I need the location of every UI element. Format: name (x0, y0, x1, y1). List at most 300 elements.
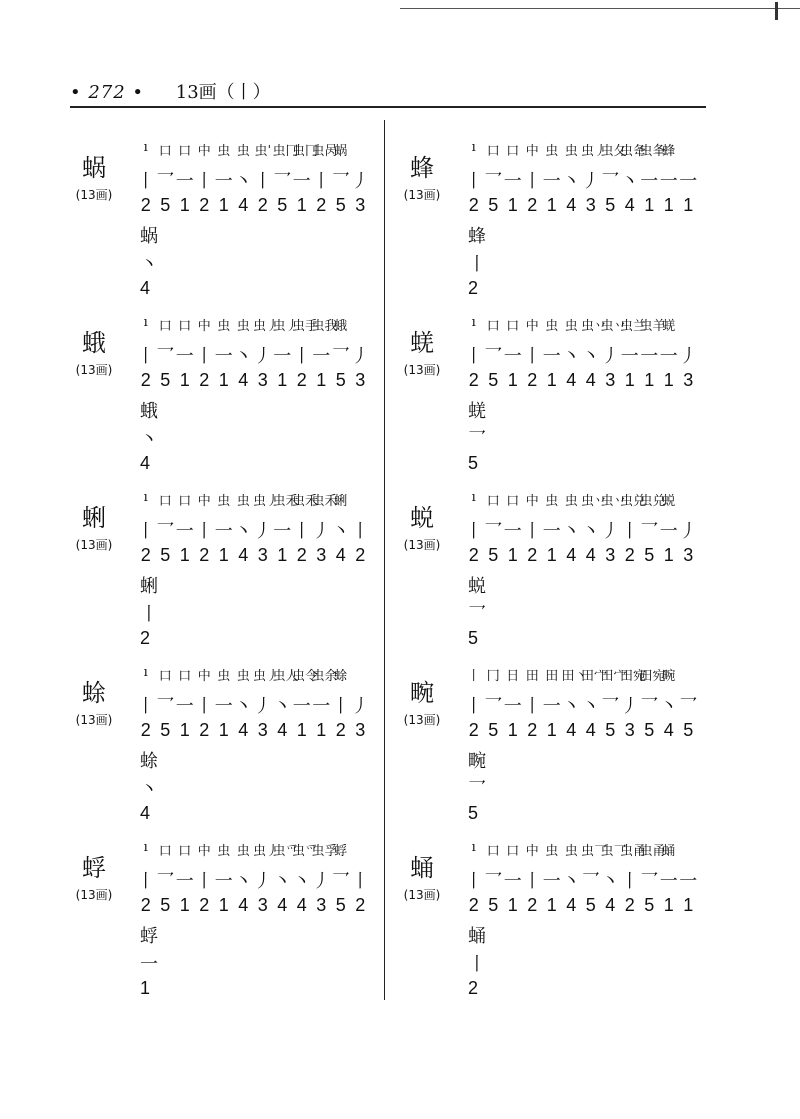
progression-step: 虫 (236, 669, 250, 684)
stroke-codes-row (464, 895, 698, 921)
progression-step: 虫夅 (620, 144, 647, 159)
stroke-shape: 丶 (273, 871, 292, 892)
stroke-code: 4 (566, 545, 577, 565)
continuation-code: 2 (468, 278, 479, 298)
stroke-shape: 丿 (351, 171, 370, 192)
stroke-code: 5 (488, 720, 499, 740)
continuation-code: 5 (468, 453, 479, 473)
stroke-progression-row (464, 840, 679, 866)
page-number: • 272 • (70, 82, 145, 103)
stroke-shape: 丨 (464, 521, 483, 542)
stroke-progression-row (136, 140, 351, 166)
progression-step: 虫 (236, 844, 250, 859)
continuation-stroke: 丨 (468, 954, 486, 975)
stroke-code: 1 (683, 895, 694, 915)
stroke-codes-row (464, 370, 698, 396)
stroke-count-label: (13画) (75, 188, 113, 202)
stroke-code: 2 (355, 545, 366, 565)
stroke-shapes-row (136, 342, 370, 368)
stroke-code: 3 (355, 720, 366, 740)
continuation-character: 蜣 (468, 401, 486, 422)
progression-step: 田宀 (600, 669, 627, 684)
stroke-shape: 一 (214, 171, 233, 192)
stroke-shape: 乛 (331, 171, 350, 192)
stroke-shape: 丶 (620, 171, 639, 192)
stroke-code: 2 (468, 195, 479, 215)
stroke-code: 3 (257, 720, 268, 740)
stroke-shape: 一 (214, 521, 233, 542)
stroke-shape: 一 (679, 871, 698, 892)
stroke-progression-row (464, 490, 679, 516)
stroke-code: 2 (355, 895, 366, 915)
progression-step: 口 (158, 144, 172, 159)
stroke-shape: 一 (214, 696, 233, 717)
stroke-shape: 一 (273, 521, 292, 542)
stroke-shape: 一 (312, 696, 331, 717)
stroke-code: 3 (355, 195, 366, 215)
progression-step: 虫 (236, 319, 250, 334)
stroke-shape: 丨 (136, 696, 155, 717)
stroke-shape: 一 (273, 346, 292, 367)
stroke-code: 4 (566, 720, 577, 740)
stroke-shape: 乛 (156, 696, 175, 717)
stroke-code: 2 (527, 545, 538, 565)
progression-step: 虫冂 (272, 144, 299, 159)
progression-step: 虫我 (311, 319, 338, 334)
stroke-code: 3 (624, 720, 635, 740)
progression-step: 虫 (236, 494, 250, 509)
stroke-code: 4 (238, 720, 249, 740)
stroke-shape: 丨 (464, 346, 483, 367)
stroke-shape: 乛 (156, 871, 175, 892)
stroke-count-label: (13画) (75, 363, 113, 377)
stroke-progression-row (464, 665, 679, 691)
stroke-shape: 一 (542, 871, 561, 892)
stroke-shape: 乛 (156, 171, 175, 192)
stroke-shape: 丨 (136, 346, 155, 367)
progression-step: 口 (486, 494, 500, 509)
stroke-code: 2 (257, 195, 268, 215)
progression-step: 虫羊 (639, 319, 666, 334)
stroke-codes-row (136, 195, 370, 221)
stroke-codes-row (136, 895, 370, 921)
stroke-code: 5 (605, 195, 616, 215)
stroke-shape: 丨 (292, 346, 311, 367)
character-entry (404, 315, 724, 475)
stroke-shape: 一 (679, 171, 698, 192)
stroke-shape: 丨 (331, 696, 350, 717)
stroke-shape: 丶 (601, 871, 620, 892)
progression-step: 口 (486, 844, 500, 859)
stroke-code: 1 (663, 195, 674, 215)
stroke-shape: 丨 (136, 871, 155, 892)
continuation-code: 4 (140, 803, 151, 823)
progression-step: 虫夆 (639, 144, 666, 159)
stroke-shape: 丿 (253, 346, 272, 367)
stroke-shape: 丿 (601, 346, 620, 367)
stroke-shape: 一 (542, 346, 561, 367)
stroke-code: 1 (507, 895, 518, 915)
stroke-shape: 一 (214, 346, 233, 367)
stroke-code: 1 (507, 195, 518, 215)
stroke-code: 5 (488, 545, 499, 565)
progression-step: 中 (525, 844, 539, 859)
stroke-shape: 丶 (562, 521, 581, 542)
progression-step: 口 (158, 844, 172, 859)
stroke-shape: 丶 (273, 696, 292, 717)
stroke-shape: 丿 (253, 521, 272, 542)
progression-step: 虫孚 (311, 844, 338, 859)
stroke-code: 1 (507, 545, 518, 565)
stroke-code: 1 (507, 370, 518, 390)
progression-step: 虫爫 (292, 844, 319, 859)
stroke-code: 1 (683, 195, 694, 215)
stroke-shape: 乛 (156, 346, 175, 367)
progression-step: 蜍 (334, 669, 348, 684)
stroke-code: 4 (296, 895, 307, 915)
continuation-stroke: 乛 (468, 779, 486, 800)
progression-step: 畹 (662, 669, 676, 684)
progression-step: 虫人 (272, 669, 299, 684)
stroke-shape: 一 (640, 171, 659, 192)
stroke-shapes-row (464, 692, 698, 718)
continuation-character: 蜊 (140, 576, 158, 597)
stroke-code: 4 (566, 195, 577, 215)
stroke-shape: 丿 (253, 871, 272, 892)
stroke-code: 1 (277, 545, 288, 565)
stroke-shape: 一 (503, 871, 522, 892)
stroke-shape: 丿 (351, 346, 370, 367)
stroke-shape: 丨 (620, 521, 639, 542)
continuation-stroke: 丶 (140, 254, 158, 275)
continuation-stroke: 一 (140, 954, 158, 975)
headword-character: 蜍 (82, 679, 106, 707)
stroke-shape: 丨 (195, 171, 214, 192)
stroke-code: 1 (218, 720, 229, 740)
stroke-code: 4 (585, 545, 596, 565)
stroke-code: 1 (546, 370, 557, 390)
progression-step: 田丶 (561, 669, 588, 684)
stroke-shape: 丶 (562, 696, 581, 717)
character-entry (404, 665, 724, 825)
stroke-count-label: (13画) (403, 888, 441, 902)
character-entry (76, 315, 396, 475)
progression-step: 蜕 (662, 494, 676, 509)
stroke-shape: 丨 (464, 696, 483, 717)
stroke-shape: 一 (503, 521, 522, 542)
stroke-shape: 丿 (253, 696, 272, 717)
progression-step: ı (143, 315, 148, 330)
progression-step: 中 (197, 669, 211, 684)
stroke-shape: 一 (292, 171, 311, 192)
stroke-code: 1 (277, 370, 288, 390)
progression-step: ı (143, 490, 148, 505)
progression-step: 虫呙 (311, 144, 338, 159)
stroke-shape: 丨 (136, 171, 155, 192)
stroke-code: 4 (566, 370, 577, 390)
stroke-shape: 丨 (195, 871, 214, 892)
stroke-code: 5 (488, 195, 499, 215)
stroke-code: 5 (644, 720, 655, 740)
stroke-shape: 丨 (523, 696, 542, 717)
stroke-code: 1 (663, 895, 674, 915)
stroke-code: 4 (335, 545, 346, 565)
progression-step: 虫丷 (581, 319, 608, 334)
stroke-shape: 丨 (351, 521, 370, 542)
stroke-shape: 丶 (659, 696, 678, 717)
progression-step: ı (471, 315, 476, 330)
stroke-code: 4 (624, 195, 635, 215)
progression-step: 虫 (545, 144, 559, 159)
stroke-shape: 丿 (601, 521, 620, 542)
stroke-code: 1 (546, 545, 557, 565)
stroke-count-label: (13画) (403, 363, 441, 377)
stroke-shape: 丶 (562, 871, 581, 892)
progression-step: 口 (506, 494, 520, 509)
progression-step: 口 (178, 669, 192, 684)
stroke-code: 1 (624, 370, 635, 390)
progression-step: 虫甬 (620, 844, 647, 859)
progression-step: 中 (197, 844, 211, 859)
stroke-shape: 丿 (679, 521, 698, 542)
headword-character: 蜂 (410, 154, 434, 182)
stroke-shape: 一 (640, 346, 659, 367)
progression-step: 田宛 (639, 669, 666, 684)
stroke-shape: 丶 (581, 696, 600, 717)
stroke-code: 2 (199, 895, 210, 915)
stroke-code: 4 (238, 545, 249, 565)
progression-step: 口 (178, 494, 192, 509)
progression-step: 口 (506, 844, 520, 859)
stroke-shape: 乛 (601, 696, 620, 717)
stroke-count-label: (13画) (403, 713, 441, 727)
stroke-code: 3 (257, 895, 268, 915)
stroke-code: 3 (316, 895, 327, 915)
top-rule (400, 8, 800, 9)
stroke-code: 4 (238, 195, 249, 215)
stroke-shapes-row (136, 167, 370, 193)
continuation-character: 蜉 (140, 926, 158, 947)
continuation-code: 2 (140, 628, 151, 648)
character-entry (76, 665, 396, 825)
stroke-code: 3 (355, 370, 366, 390)
stroke-shape: 一 (175, 171, 194, 192)
stroke-shape: 丨 (523, 521, 542, 542)
stroke-code: 1 (296, 720, 307, 740)
progression-step: 中 (525, 144, 539, 159)
headword-character: 蛾 (82, 329, 106, 357)
page-header (70, 78, 271, 104)
stroke-shape: 乛 (273, 171, 292, 192)
stroke-code: 1 (218, 545, 229, 565)
progression-step: 虫 (217, 494, 231, 509)
stroke-code: 2 (527, 895, 538, 915)
stroke-code: 5 (488, 370, 499, 390)
stroke-shape: 丨 (253, 171, 272, 192)
stroke-code: 2 (624, 545, 635, 565)
stroke-shape: 丨 (292, 521, 311, 542)
stroke-code: 1 (179, 545, 190, 565)
continuation-character: 蜂 (468, 226, 486, 247)
progression-step: 虫丿 (253, 494, 280, 509)
stroke-code: 2 (140, 545, 151, 565)
progression-step: 虫丿 (253, 319, 280, 334)
continuation-stroke: 丶 (140, 429, 158, 450)
progression-step: 虫余 (311, 669, 338, 684)
stroke-code: 1 (179, 195, 190, 215)
progression-step: 虫夂 (600, 144, 627, 159)
progression-step: 虫 (545, 319, 559, 334)
progression-step: 虫丿 (272, 319, 299, 334)
stroke-shape: 丨 (195, 346, 214, 367)
progression-step: 虫 (564, 144, 578, 159)
stroke-code: 1 (644, 195, 655, 215)
stroke-shape: 一 (175, 346, 194, 367)
stroke-code: 3 (683, 370, 694, 390)
stroke-code: 4 (238, 370, 249, 390)
stroke-code: 5 (683, 720, 694, 740)
stroke-shapes-row (464, 867, 698, 893)
progression-step: 蜉 (334, 844, 348, 859)
stroke-code: 2 (140, 720, 151, 740)
character-entry (404, 490, 724, 650)
stroke-shape: 一 (503, 696, 522, 717)
progression-step: 田宛 (620, 669, 647, 684)
stroke-count-label: (13画) (75, 713, 113, 727)
stroke-shape: 乛 (484, 521, 503, 542)
progression-step: 虫 (236, 144, 250, 159)
stroke-code: 1 (546, 895, 557, 915)
continuation-stroke: 乛 (468, 429, 486, 450)
progression-step: 田 (545, 669, 559, 684)
stroke-shape: 丶 (331, 521, 350, 542)
progression-step: 虫丿 (581, 144, 608, 159)
stroke-code: 4 (566, 895, 577, 915)
stroke-code: 4 (605, 895, 616, 915)
progression-step: 虫令 (292, 669, 319, 684)
stroke-shape: 乛 (601, 171, 620, 192)
progression-step: 虫乛 (581, 844, 608, 859)
progression-step: ı (471, 490, 476, 505)
stroke-code: 5 (585, 895, 596, 915)
progression-step: 虫 (217, 319, 231, 334)
stroke-code: 3 (257, 545, 268, 565)
stroke-code: 5 (160, 195, 171, 215)
character-entry (76, 490, 396, 650)
stroke-shapes-row (136, 517, 370, 543)
progression-step: ı (471, 840, 476, 855)
stroke-code: 5 (160, 545, 171, 565)
character-entry (76, 840, 396, 1000)
progression-step: 口 (486, 144, 500, 159)
continuation-code: 5 (468, 803, 479, 823)
stroke-code: 2 (468, 720, 479, 740)
stroke-shape: 丶 (234, 871, 253, 892)
stroke-code: 1 (218, 195, 229, 215)
progression-step: 虫丿 (253, 844, 280, 859)
continuation-character: 蛾 (140, 401, 158, 422)
header-rule (70, 106, 706, 108)
stroke-code: 5 (160, 370, 171, 390)
stroke-shape: 丶 (234, 346, 253, 367)
progression-step: 口 (158, 319, 172, 334)
progression-step: 口 (158, 494, 172, 509)
stroke-shape: 丨 (523, 346, 542, 367)
stroke-code: 4 (277, 895, 288, 915)
stroke-code: 2 (140, 895, 151, 915)
stroke-code: 2 (199, 370, 210, 390)
stroke-codes-row (464, 720, 698, 746)
stroke-code: 1 (316, 720, 327, 740)
stroke-shape: 一 (214, 871, 233, 892)
stroke-shape: 丿 (620, 696, 639, 717)
stroke-code: 2 (527, 720, 538, 740)
stroke-code: 1 (218, 895, 229, 915)
stroke-shape: 乛 (484, 346, 503, 367)
headword-character: 蛹 (410, 854, 434, 882)
progression-step: 虫丷 (600, 319, 627, 334)
progression-step: 蜊 (334, 494, 348, 509)
stroke-shape: 丨 (195, 696, 214, 717)
stroke-count-label: (13画) (403, 538, 441, 552)
stroke-code: 2 (468, 895, 479, 915)
stroke-progression-row (464, 140, 679, 166)
progression-step: 口 (158, 669, 172, 684)
stroke-shape: 一 (659, 871, 678, 892)
stroke-shape: 丶 (581, 346, 600, 367)
character-entry (404, 140, 724, 300)
progression-step: 蛾 (334, 319, 348, 334)
progression-step: 虫兑 (639, 494, 666, 509)
stroke-codes-row (136, 720, 370, 746)
progression-step: 虫禾 (311, 494, 338, 509)
stroke-shape: 丨 (312, 171, 331, 192)
stroke-shape: 一 (542, 521, 561, 542)
stroke-shape: 丨 (523, 171, 542, 192)
stroke-code: 2 (296, 545, 307, 565)
progression-step: 虫甬 (639, 844, 666, 859)
continuation-character: 蜍 (140, 751, 158, 772)
stroke-code: 3 (605, 545, 616, 565)
stroke-code: 2 (468, 545, 479, 565)
stroke-shape: 一 (175, 696, 194, 717)
stroke-shape: 丿 (679, 346, 698, 367)
progression-step: 虫兰 (620, 319, 647, 334)
progression-step: ı (471, 140, 476, 155)
stroke-code: 5 (644, 545, 655, 565)
progression-step: 虫 (564, 844, 578, 859)
progression-step: 虫丷 (581, 494, 608, 509)
stroke-count-label: (13画) (403, 188, 441, 202)
stroke-count-label: (13画) (75, 538, 113, 552)
stroke-code: 2 (335, 720, 346, 740)
stroke-shape: 乛 (679, 696, 698, 717)
stroke-code: 2 (527, 195, 538, 215)
progression-step: 虫冂 (292, 144, 319, 159)
progression-step: ı (143, 665, 148, 680)
progression-step: 蛹 (662, 844, 676, 859)
stroke-code: 1 (546, 720, 557, 740)
progression-step: 口 (178, 144, 192, 159)
stroke-shape: 丿 (351, 696, 370, 717)
progression-step: ı (143, 840, 148, 855)
stroke-codes-row (136, 545, 370, 571)
stroke-codes-row (464, 195, 698, 221)
stroke-shape: 丿 (581, 171, 600, 192)
stroke-shape: 乛 (331, 871, 350, 892)
progression-step: 口 (178, 319, 192, 334)
stroke-code: 1 (179, 895, 190, 915)
